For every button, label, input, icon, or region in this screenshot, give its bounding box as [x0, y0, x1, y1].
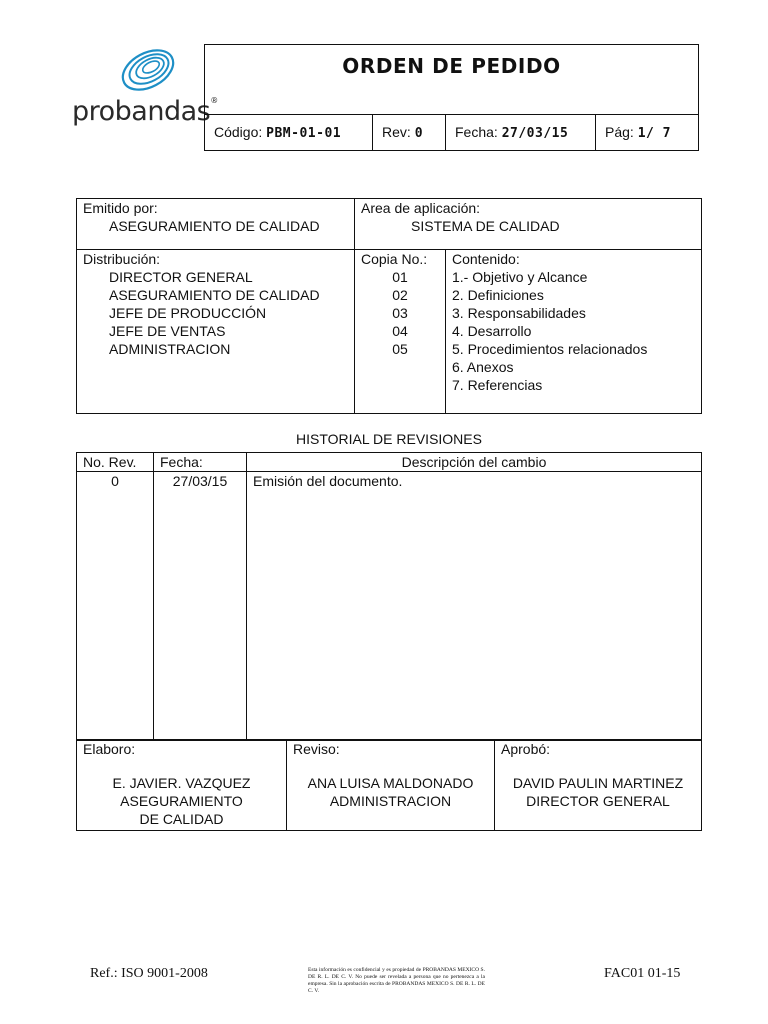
col-desc-header: Descripción del cambio: [247, 453, 702, 472]
rev-value: 0: [77, 472, 154, 741]
swirl-logo-icon: [108, 48, 178, 100]
codigo-cell: Código: PBM-01-01: [205, 115, 373, 151]
firmas-table: [76, 739, 702, 831]
reviso-cell: Reviso: ANA LUISA MALDONADO ADMINISTRACION: [287, 740, 495, 831]
elaboro-cell: Elaboro: E. JAVIER. VAZQUEZ ASEGURAMIENTO DE CALIDAD: [77, 740, 287, 831]
historial-table: [76, 452, 702, 741]
contenido-cell: Contenido: 1.- Objetivo y Alcance 2. Definiciones 3. Responsabilidades 4. Desarrollo 5. Procedimientos relacionados 6. Anexos 7. Referencias: [446, 250, 702, 414]
emitido-cell: Emitido por: ASEGURAMIENTO DE CALIDAD: [77, 199, 355, 250]
info-table: [76, 198, 702, 414]
fecha-cell: Fecha: 27/03/15: [446, 115, 596, 151]
footer-reference: Ref.: ISO 9001-2008: [90, 966, 208, 981]
brand-wordmark: probandas®: [72, 96, 218, 127]
footer-confidential-note: Esta información es confidencial y es propiedad de PROBANDAS MEXICO S. DE R. L. DE C. V. No puede ser revelada a persona que no pertenezca a la empresa. Sin la aprobación escrita de PROBANDAS MEXICO S. DE R. L. DE C. V.: [308, 967, 485, 994]
col-fecha-header: Fecha:: [154, 453, 247, 472]
col-rev-header: No. Rev.: [77, 453, 154, 472]
historial-title: HISTORIAL DE REVISIONES: [296, 431, 482, 447]
document-title: ORDEN DE PEDIDO: [205, 45, 699, 115]
rev-cell: Rev: 0: [373, 115, 446, 151]
fecha-value: 27/03/15: [154, 472, 247, 741]
footer-form-code: FAC01 01-15: [604, 966, 681, 981]
area-cell: Area de aplicación: SISTEMA DE CALIDAD: [355, 199, 702, 250]
desc-value: Emisión del documento.: [247, 472, 702, 741]
document-header: [204, 44, 699, 151]
pagina-cell: Pág: 1/ 7: [596, 115, 699, 151]
table-row: [77, 472, 702, 741]
aprobo-cell: Aprobó: DAVID PAULIN MARTINEZ DIRECTOR GENERAL: [495, 740, 702, 831]
probandas-logo: [72, 48, 218, 134]
copia-cell: Copia No.: 01 02 03 04 05: [355, 250, 446, 414]
distribucion-cell: Distribución: DIRECTOR GENERAL ASEGURAMIENTO DE CALIDAD JEFE DE PRODUCCIÓN JEFE DE VENTAS ADMINISTRACION: [77, 250, 355, 414]
